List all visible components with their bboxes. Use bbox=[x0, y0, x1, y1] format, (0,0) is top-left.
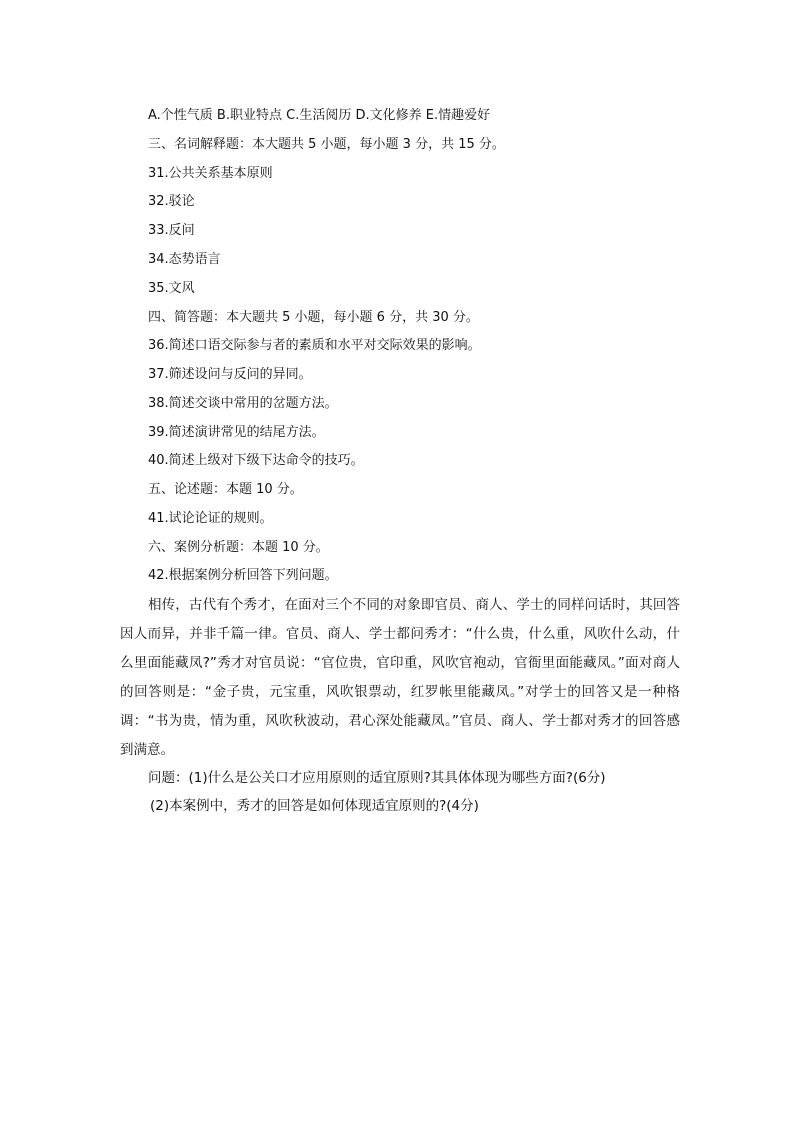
question-42: 42.根据案例分析回答下列问题。 bbox=[148, 568, 338, 583]
answer-options-line: A.个性气质 B.职业特点 C.生活阅历 D.文化修养 E.情趣爱好 bbox=[148, 108, 491, 123]
section-5-header: 五、论述题：本题 10 分。 bbox=[148, 482, 303, 497]
case-question-2: (2)本案例中，秀才的回答是如何体现适宜原则的?(4分) bbox=[150, 798, 479, 814]
question-35: 35.文风 bbox=[148, 281, 195, 296]
question-31: 31.公共关系基本原则 bbox=[148, 166, 273, 181]
question-33: 33.反问 bbox=[148, 223, 195, 238]
question-39: 39.简述演讲常见的结尾方法。 bbox=[148, 425, 325, 440]
question-41: 41.试论论证的规则。 bbox=[148, 511, 273, 526]
question-40: 40.简述上级对下级下达命令的技巧。 bbox=[148, 453, 364, 468]
section-3-header: 三、名词解释题：本大题共 5 小题，每小题 3 分，共 15 分。 bbox=[148, 137, 505, 152]
case-question-1: 问题：(1)什么是公关口才应用原则的适宜原则?其具体体现为哪些方面?(6分) bbox=[148, 770, 606, 786]
question-36: 36.简述口语交际参与者的素质和水平对交际效果的影响。 bbox=[148, 338, 481, 353]
question-38: 38.简述交谈中常用的岔题方法。 bbox=[148, 396, 338, 411]
section-6-header: 六、案例分析题：本题 10 分。 bbox=[148, 540, 329, 555]
question-34: 34.态势语言 bbox=[148, 252, 221, 267]
section-4-header: 四、简答题：本大题共 5 小题，每小题 6 分，共 30 分。 bbox=[148, 310, 479, 325]
question-32: 32.驳论 bbox=[148, 194, 195, 209]
case-paragraph: 相传，古代有个秀才，在面对三个不同的对象即官员、商人、学士的同样问话时，其回答因人而异，并非千篇一律。官员、商人、学士都问秀才：“什么贵，什么重，风吹什么动，什么里面能藏凤?”秀才对官员说：“官位贵，官印重，风吹官袍动，官衙里面能藏凤。”面对商人的回答则是：“金子贵，元宝重，风吹银票动，红罗帐里能藏凤。”对学士的回答又是一种格调：“书为贵，情为重，风吹秋波动，君心深处能藏凤。”官员、商人、学士都对秀才的回答感到满意。 bbox=[120, 597, 680, 758]
question-37: 37.筛述设问与反问的异同。 bbox=[148, 367, 312, 382]
